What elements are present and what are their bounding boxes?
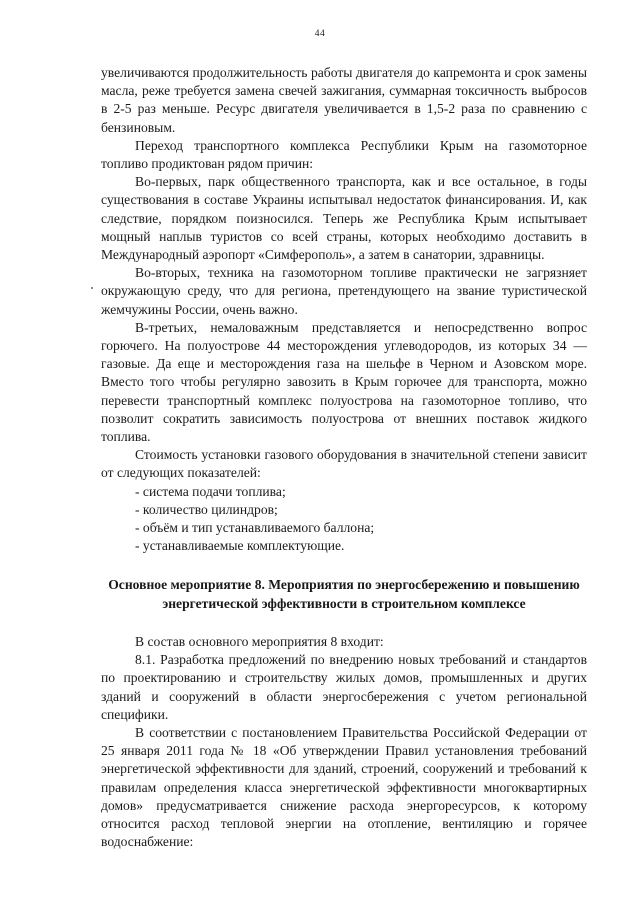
- paragraph-second-reason: Во-вторых, техника на газомоторном топливе практически не загрязняет окружающую среду, что для региона, претендующего на звание туристической жемчужины России, очень важно.: [101, 265, 587, 317]
- list-item-cylinders: - количество цилиндров;: [135, 501, 278, 517]
- paragraph-section-intro: В состав основного мероприятия 8 входит:: [135, 633, 384, 649]
- paragraph-item-8-1: 8.1. Разработка предложений по внедрению новых требований и стандартов по проектированию и строительству жилых домов, промышленных и других зданий и сооружений в области энергосбережения с учетом региональной специфики.: [101, 652, 587, 722]
- scan-speck: [91, 287, 93, 289]
- section-heading: Основное мероприятие 8. Мероприятия по энергосбережению и повышению энергетической эффективности в строительном комплексе: [108, 577, 580, 611]
- paragraph-resolution: В соответствии с постановлением Правительства Российской Федерации от 25 января 2011 года № 18 «Об утверждении Правил установления требований энергетической эффективности для зданий, строений, сооружений и требований к правилам определения класса энергетической эффективности многоквартирных домов» предусматривается снижение расхода энергоресурсов, к которому относится расход тепловой энергии на отопление, вентиляцию и горячее водоснабжение:: [101, 724, 587, 850]
- page-body: [101, 64, 587, 851]
- paragraph-installation-cost: Стоимость установки газового оборудования в значительной степени зависит от следующих показателей:: [101, 447, 587, 481]
- paragraph-transition-reasons: Переход транспортного комплекса Республики Крым на газомоторное топливо продиктован рядом причин:: [101, 137, 587, 172]
- list-item-components: - устанавливаемые комплектующие.: [135, 538, 345, 554]
- page-number: 44: [314, 29, 326, 39]
- paragraph-third-reason: В-третьих, немаловажным представляется и непосредственно вопрос горючего. На полуострове 44 месторождения углеводородов, из которых 34 — газовые. Да еще и месторождения газа на шельфе в Черном и Азовском море. Вместо того чтобы регулярно завозить в Крым горючее для транспорта, можно перевести транспортный комплекс полуострова на газомоторное топливо, что позволит сократить зависимость полуострова от внешних поставок жидкого топлива.: [101, 319, 587, 445]
- paragraph-first-reason: Во-первых, парк общественного транспорта, как и все остальное, в годы существования в составе Украины испытывал недостаток финансирования. И, как следствие, порядком поизносился. Теперь же Республика Крым испытывает мощный наплыв туристов со всей страны, которых необходимо доставить в Международный аэропорт «Симферополь», а затем в санатории, здравницы.: [101, 174, 587, 263]
- paragraph-engine-benefits: увеличиваются продолжительность работы двигателя до капремонта и срок замены масла, реже требуется замена свечей зажигания, суммарная токсичность выбросов в 2-5 раз меньше. Ресурс двигателя увеличивается в 1,5-2 раза по сравнению с бензиновым.: [101, 65, 587, 135]
- list-item-fuel-supply: - система подачи топлива;: [135, 483, 286, 499]
- list-item-tank: - объём и тип устанавливаемого баллона;: [135, 520, 375, 536]
